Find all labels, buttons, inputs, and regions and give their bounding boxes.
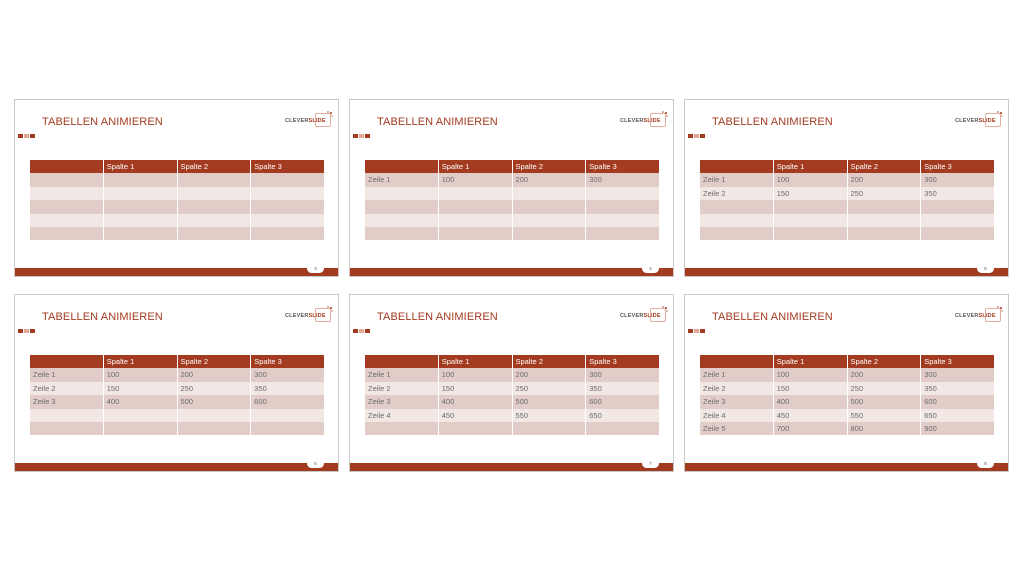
table-cell — [513, 200, 587, 213]
table-row — [700, 214, 994, 227]
slide-page-number: 7 — [642, 459, 659, 468]
table-cell — [513, 227, 587, 240]
table-row — [700, 173, 994, 186]
table-row — [365, 409, 659, 422]
table-cell — [365, 187, 439, 200]
table-header-cell: Spalte 2 — [178, 355, 252, 368]
table-cell — [30, 200, 104, 213]
table-header-cell: Spalte 2 — [513, 355, 587, 368]
slide-footer-bar — [15, 463, 338, 471]
table-cell: Zeile 2 — [30, 382, 104, 395]
table-cell: 650 — [589, 410, 602, 420]
table-row — [365, 187, 659, 200]
logo-text — [285, 118, 326, 124]
slide-title: TABELLEN ANIMIEREN — [377, 311, 498, 323]
table-cell — [30, 173, 104, 186]
table-row — [30, 214, 324, 227]
table-cell: Zeile 1 — [365, 173, 439, 186]
table-header-cell: Spalte 2 — [848, 160, 922, 173]
table-cell: 900 — [924, 423, 937, 433]
table-row — [365, 227, 659, 240]
logo-text-slide: SLIDE — [308, 313, 326, 319]
table-cell: 200 — [848, 173, 922, 186]
table-cell — [774, 214, 848, 227]
table-cell — [251, 214, 324, 227]
slide-thumbnail-5[interactable] — [349, 294, 674, 472]
logo-text-clever: CLEVER — [285, 313, 309, 319]
table-cell — [439, 422, 513, 435]
table-row — [365, 422, 659, 435]
data-table — [700, 355, 994, 435]
table-cell — [30, 187, 104, 200]
table-row — [700, 382, 994, 395]
logo-text — [285, 313, 326, 319]
logo-sparks-icon — [995, 306, 1003, 314]
table-cell — [104, 409, 178, 422]
table-cell: 350 — [589, 383, 602, 393]
table-cell — [365, 214, 439, 227]
data-table — [30, 160, 324, 240]
table-cell: 500 — [513, 395, 587, 408]
decorative-squares — [353, 329, 370, 333]
table-cell: 800 — [848, 422, 922, 435]
table-header-cell: Spalte 3 — [254, 357, 282, 366]
slide-thumbnail-3[interactable] — [684, 99, 1009, 277]
table-cell: 500 — [178, 395, 252, 408]
data-table — [30, 355, 324, 435]
table-cell: 150 — [104, 382, 178, 395]
table-cell: 300 — [924, 175, 937, 185]
table-cell: 550 — [513, 409, 587, 422]
table-cell — [439, 214, 513, 227]
table-cell: 200 — [178, 368, 252, 381]
table-row — [30, 395, 324, 408]
slide-page-number: 5 — [977, 264, 994, 273]
table-row — [700, 409, 994, 422]
table-row — [30, 422, 324, 435]
logo-text-slide: SLIDE — [643, 118, 661, 124]
table-row — [365, 214, 659, 227]
logo-text-slide: SLIDE — [978, 313, 996, 319]
logo-text — [620, 313, 661, 319]
table-cell — [921, 227, 994, 240]
table-cell — [178, 422, 252, 435]
logo-text-slide: SLIDE — [978, 118, 996, 124]
cleverslide-logo — [285, 306, 333, 326]
table-cell — [178, 214, 252, 227]
table-cell — [251, 173, 324, 186]
table-header-cell: Spalte 1 — [774, 160, 848, 173]
table-header-cell: Spalte 1 — [104, 355, 178, 368]
table-row — [30, 382, 324, 395]
slide-title: TABELLEN ANIMIEREN — [42, 116, 163, 128]
table-cell — [586, 187, 659, 200]
table-cell — [700, 227, 774, 240]
table-cell — [104, 200, 178, 213]
table-header-cell: Spalte 1 — [439, 160, 513, 173]
table-header-cell: Spalte 1 — [104, 160, 178, 173]
table-cell: 150 — [774, 187, 848, 200]
table-cell: Zeile 3 — [30, 395, 104, 408]
table-cell: 350 — [924, 188, 937, 198]
table-header-cell: Spalte 2 — [178, 160, 252, 173]
cleverslide-logo — [955, 111, 1003, 131]
slide-footer-bar — [350, 268, 673, 276]
table-cell: 200 — [848, 368, 922, 381]
table-cell: 450 — [439, 409, 513, 422]
table-cell — [178, 409, 252, 422]
logo-sparks-icon — [660, 111, 668, 119]
table-cell: Zeile 4 — [700, 409, 774, 422]
table-cell — [365, 200, 439, 213]
table-cell — [586, 422, 659, 435]
table-cell: 250 — [848, 187, 922, 200]
slide-page-number: 8 — [977, 459, 994, 468]
table-cell — [30, 227, 104, 240]
table-cell: 100 — [774, 368, 848, 381]
table-header-cell: Spalte 2 — [848, 355, 922, 368]
table-header-cell — [365, 160, 439, 173]
table-cell — [251, 227, 324, 240]
table-cell — [921, 214, 994, 227]
logo-sparks-icon — [325, 306, 333, 314]
table-cell — [104, 227, 178, 240]
table-cell: 700 — [774, 422, 848, 435]
table-row — [365, 382, 659, 395]
slide-footer-bar — [15, 268, 338, 276]
table-cell — [365, 227, 439, 240]
table-cell — [178, 173, 252, 186]
table-header-row — [700, 160, 994, 173]
table-header-cell: Spalte 3 — [254, 162, 282, 171]
table-cell — [439, 200, 513, 213]
cleverslide-logo — [620, 306, 668, 326]
table-row — [30, 227, 324, 240]
table-cell: 300 — [254, 370, 267, 380]
table-cell — [586, 200, 659, 213]
table-row — [365, 368, 659, 381]
table-header-cell — [30, 355, 104, 368]
table-cell: Zeile 2 — [365, 382, 439, 395]
table-row — [700, 395, 994, 408]
table-cell: Zeile 1 — [700, 173, 774, 186]
table-cell — [439, 227, 513, 240]
table-cell — [104, 187, 178, 200]
slide-title: TABELLEN ANIMIEREN — [42, 311, 163, 323]
slide-page-number: 3 — [307, 264, 324, 273]
table-row — [30, 173, 324, 186]
table-cell — [178, 187, 252, 200]
table-cell: 100 — [104, 368, 178, 381]
table-header-cell: Spalte 1 — [439, 355, 513, 368]
slide-thumbnail-6[interactable] — [684, 294, 1009, 472]
table-cell — [700, 214, 774, 227]
table-header-cell — [700, 355, 774, 368]
table-cell — [251, 187, 324, 200]
table-header-cell: Spalte 3 — [589, 162, 617, 171]
logo-text-clever: CLEVER — [620, 313, 644, 319]
table-cell: 100 — [774, 173, 848, 186]
table-cell: 600 — [589, 397, 602, 407]
table-cell: Zeile 2 — [700, 382, 774, 395]
table-header-cell: Spalte 2 — [513, 160, 587, 173]
table-cell — [251, 409, 324, 422]
table-cell — [586, 214, 659, 227]
table-cell — [513, 422, 587, 435]
table-cell — [30, 214, 104, 227]
slide-title: TABELLEN ANIMIEREN — [712, 116, 833, 128]
slide-page-number: 4 — [642, 264, 659, 273]
table-header-cell: Spalte 3 — [924, 357, 952, 366]
slide-thumbnail-4[interactable] — [14, 294, 339, 472]
table-cell: 400 — [439, 395, 513, 408]
table-cell: 350 — [254, 383, 267, 393]
slide-footer-bar — [685, 463, 1008, 471]
table-row — [30, 200, 324, 213]
logo-text-clever: CLEVER — [285, 118, 309, 124]
table-cell: 400 — [774, 395, 848, 408]
table-cell — [30, 422, 104, 435]
table-cell — [251, 422, 324, 435]
logo-text-clever: CLEVER — [955, 118, 979, 124]
table-cell: 250 — [178, 382, 252, 395]
logo-text-clever: CLEVER — [620, 118, 644, 124]
table-cell — [848, 214, 922, 227]
table-cell: 350 — [924, 383, 937, 393]
table-cell: 600 — [924, 397, 937, 407]
table-header-cell — [365, 355, 439, 368]
logo-text — [955, 118, 996, 124]
table-row — [365, 200, 659, 213]
table-cell — [178, 227, 252, 240]
table-cell: Zeile 3 — [700, 395, 774, 408]
table-cell: Zeile 4 — [365, 409, 439, 422]
logo-text-clever: CLEVER — [955, 313, 979, 319]
data-table — [700, 160, 994, 240]
decorative-squares — [688, 134, 705, 138]
table-cell — [848, 227, 922, 240]
table-cell — [251, 200, 324, 213]
logo-sparks-icon — [660, 306, 668, 314]
slide-footer-bar — [350, 463, 673, 471]
table-header-cell: Spalte 1 — [774, 355, 848, 368]
logo-sparks-icon — [995, 111, 1003, 119]
table-row — [365, 395, 659, 408]
table-row — [700, 368, 994, 381]
table-cell: 600 — [254, 397, 267, 407]
table-cell: Zeile 1 — [30, 368, 104, 381]
table-header-cell — [30, 160, 104, 173]
slide-thumbnail-2[interactable] — [349, 99, 674, 277]
table-cell — [365, 422, 439, 435]
table-cell — [848, 200, 922, 213]
table-cell: 100 — [439, 173, 513, 186]
table-cell — [921, 200, 994, 213]
table-row — [30, 409, 324, 422]
table-row — [700, 227, 994, 240]
table-cell: 200 — [513, 368, 587, 381]
table-cell — [30, 409, 104, 422]
slide-footer-bar — [685, 268, 1008, 276]
decorative-squares — [688, 329, 705, 333]
table-cell: 100 — [439, 368, 513, 381]
slide-title: TABELLEN ANIMIEREN — [712, 311, 833, 323]
table-row — [700, 422, 994, 435]
table-row — [30, 368, 324, 381]
slide-title: TABELLEN ANIMIEREN — [377, 116, 498, 128]
data-table — [365, 355, 659, 435]
table-cell: 300 — [589, 175, 602, 185]
decorative-squares — [353, 134, 370, 138]
table-cell — [178, 200, 252, 213]
table-row — [700, 200, 994, 213]
logo-text — [955, 313, 996, 319]
table-cell: 550 — [848, 409, 922, 422]
table-cell: Zeile 1 — [365, 368, 439, 381]
cleverslide-logo — [620, 111, 668, 131]
table-cell: Zeile 1 — [700, 368, 774, 381]
table-header-cell: Spalte 3 — [924, 162, 952, 171]
logo-text-slide: SLIDE — [643, 313, 661, 319]
table-row — [700, 187, 994, 200]
decorative-squares — [18, 134, 35, 138]
table-cell: Zeile 2 — [700, 187, 774, 200]
table-cell — [104, 214, 178, 227]
table-cell: 150 — [774, 382, 848, 395]
slide-page-number: 6 — [307, 459, 324, 468]
cleverslide-logo — [955, 306, 1003, 326]
table-header-row — [700, 355, 994, 368]
table-cell — [774, 227, 848, 240]
logo-text — [620, 118, 661, 124]
table-cell: 250 — [513, 382, 587, 395]
table-header-cell — [700, 160, 774, 173]
table-cell — [104, 173, 178, 186]
table-header-row — [30, 355, 324, 368]
data-table — [365, 160, 659, 240]
table-cell: 450 — [774, 409, 848, 422]
table-header-row — [365, 355, 659, 368]
table-cell — [439, 187, 513, 200]
table-cell: 150 — [439, 382, 513, 395]
table-cell — [513, 187, 587, 200]
logo-sparks-icon — [325, 111, 333, 119]
table-cell — [700, 200, 774, 213]
table-cell: Zeile 5 — [700, 422, 774, 435]
table-cell: 200 — [513, 173, 587, 186]
table-row — [365, 173, 659, 186]
table-cell — [586, 227, 659, 240]
table-cell — [104, 422, 178, 435]
slide-thumbnail-1[interactable] — [14, 99, 339, 277]
table-cell: 300 — [924, 370, 937, 380]
table-cell: 500 — [848, 395, 922, 408]
table-cell: 250 — [848, 382, 922, 395]
cleverslide-logo — [285, 111, 333, 131]
table-cell: 650 — [924, 410, 937, 420]
table-header-cell: Spalte 3 — [589, 357, 617, 366]
table-header-row — [30, 160, 324, 173]
table-cell: Zeile 3 — [365, 395, 439, 408]
table-cell: 400 — [104, 395, 178, 408]
decorative-squares — [18, 329, 35, 333]
table-cell — [774, 200, 848, 213]
table-row — [30, 187, 324, 200]
logo-text-slide: SLIDE — [308, 118, 326, 124]
table-cell: 300 — [589, 370, 602, 380]
table-header-row — [365, 160, 659, 173]
table-cell — [513, 214, 587, 227]
